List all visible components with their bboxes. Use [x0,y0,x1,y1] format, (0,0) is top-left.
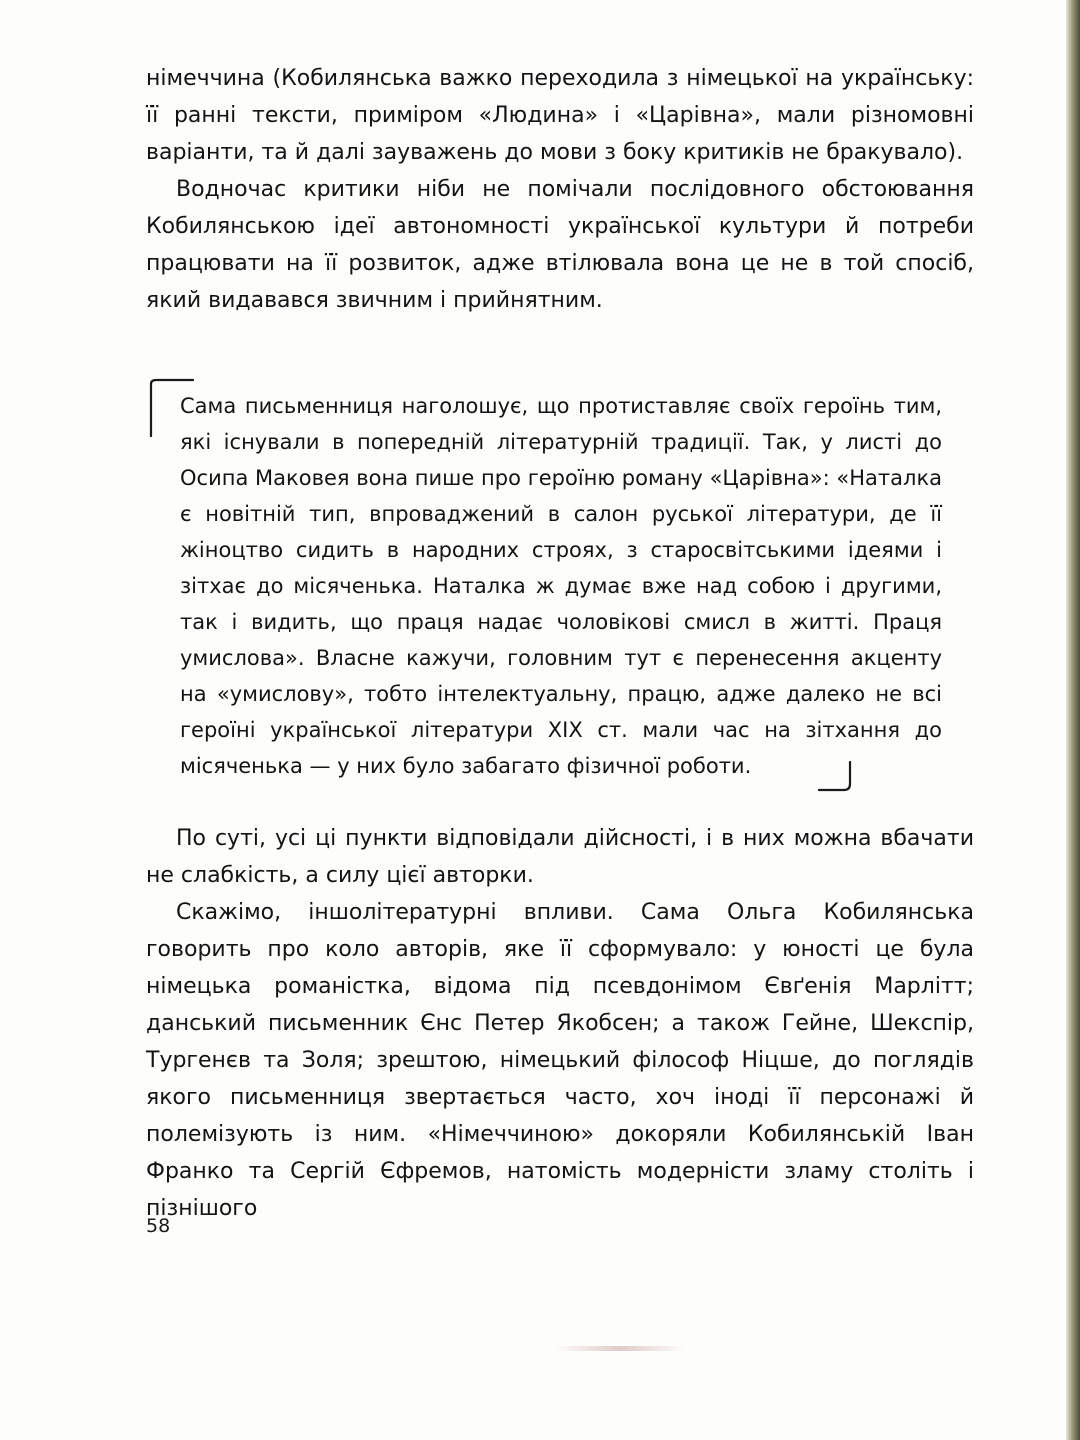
body-text-bottom [146,820,974,1227]
paragraph-continuation: німеччина (Кобилянська важко переходила з німецької на українську: її ранні тексти, приміром «Людина» і «Царівна», мали різномовні варіанти, та й далі зауважень до мови з боку критиків не бракувало). [146,66,974,165]
quote-close-bracket [815,760,855,794]
body-text-top [146,60,974,319]
paragraph: Скажімо, іншолітературні впливи. Сама Ольга Кобилянська говорить про коло авторів, яке її сформувало: у юності це була німецька романістка, відома під псевдонімом Євґенія Марлітт; данський письменник Єнс Петер Якобсен; а також Гейне, Шекспір, Тургенєв та Золя; зрештою, німецький філософ Ніцше, до поглядів якого письменниця звертається часто, хоч іноді її персонажі й полемізують із ним. «Німеччиною» докоряли Кобилянській Іван Франко та Сергій Єфремов, натомість модерністи зламу століть і пізнішого [146,900,974,1221]
quote-text: Сама письменниця наголошує, що протиставляє своїх героїнь тим, які існували в попередній літературній традиції. Так, у листі до Осипа Маковея вона пише про героїню роману «Царівна»: «Наталка є новітній тип, впроваджений в салон руської літератури, де її жіноцтво сидить в народних строях, з старосвітськими ідеями і зітхає до місяченька. Наталка ж думає вже над собою і другими, так і видить, що праця надає чоловікові смисл в житті. Праця умислова». Власне кажучи, головним тут є перенесення акценту на «умислову», тобто інтелектуальну, працю, адже далеко не всі героїні української літератури XIX ст. мали час на зітхання до місяченька — у них було забагато фізичної роботи. [180,394,942,778]
highlighted-quote [180,388,942,784]
paragraph: По суті, усі ці пункти відповідали дійсності, і в них можна вбачати не слабкість, а силу цієї авторки. [146,826,974,888]
page-edge-shadow [1066,0,1080,1440]
page-number: 58 [146,1215,171,1237]
paragraph: Водночас критики ніби не помічали послідовного обстоювання Кобилянською ідеї автономності української культури й потреби працювати на її розвиток, адже втілювала вона це не в той спосіб, який видавався звичним і прийнятним. [146,177,974,313]
print-smudge [555,1346,685,1351]
